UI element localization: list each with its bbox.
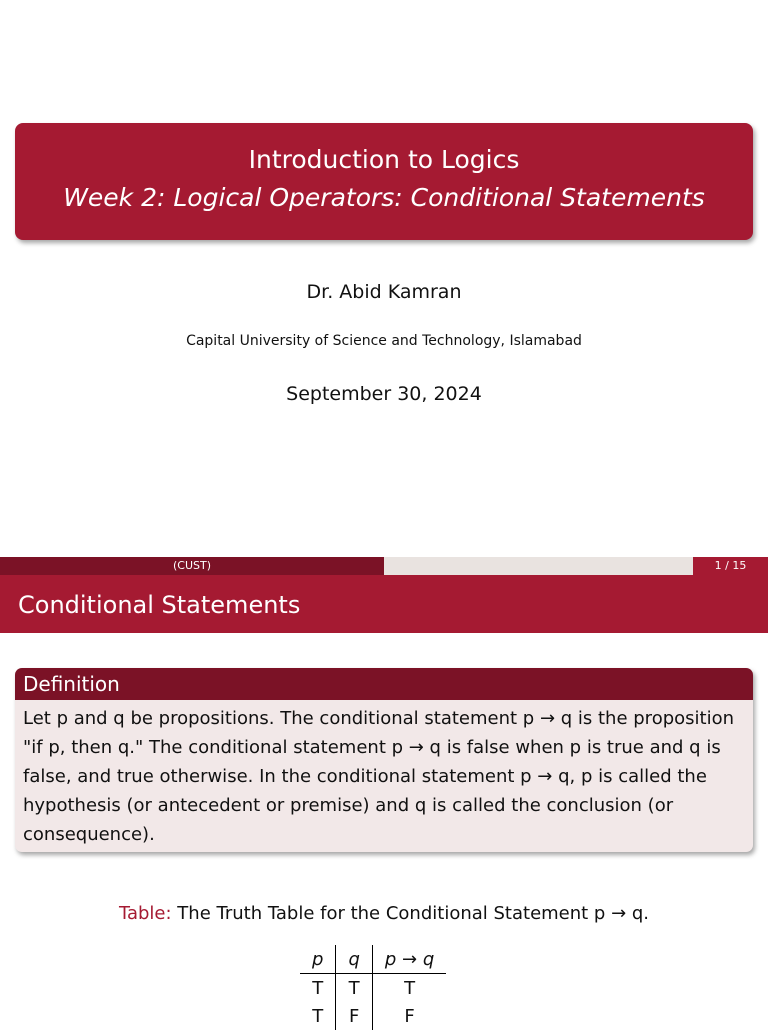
table-row: [300, 1002, 446, 1030]
caption-text: The Truth Table for the Conditional Statement p → q.: [177, 903, 650, 924]
slide-title: Introduction to Logics: [248, 145, 520, 174]
institute: Capital University of Science and Technology, Islamabad: [186, 333, 582, 349]
table-header-cell: p: [300, 945, 336, 974]
table-header-row: [300, 945, 446, 974]
table-cell: T: [300, 1002, 336, 1030]
table-cell: F: [336, 1002, 372, 1030]
table-cell: T: [300, 974, 336, 1003]
table-row: [300, 974, 446, 1003]
slide-subtitle: Week 2: Logical Operators: Conditional Statements: [63, 183, 705, 212]
table-header-cell: q: [336, 945, 372, 974]
table-cell: F: [404, 1005, 415, 1027]
slide-footer: [0, 557, 768, 575]
table-header-cell: p → q: [372, 945, 446, 974]
table-cell: T: [336, 974, 372, 1003]
table-cell: T: [404, 977, 416, 999]
date: September 30, 2024: [286, 383, 482, 405]
table-caption: [0, 903, 768, 924]
truth-table: [300, 945, 446, 1030]
frame-header: [0, 575, 768, 633]
title-box: [15, 123, 753, 240]
definition-text: Let p and q be propositions. The conditional statement p → q is the proposition "if p, then q." The conditional statement p → q is false when p is true and q is false, and true otherwise. In the conditional statement p → q, p is called the hypothesis (or antecedent or premise) and q is called the conclusion (or consequence).: [23, 708, 734, 845]
definition-block: [15, 668, 753, 852]
footer-short-institute: (CUST): [0, 557, 384, 575]
author: Dr. Abid Kamran: [306, 281, 462, 303]
caption-label: Table:: [118, 903, 172, 924]
footer-page-number: 1 / 15: [693, 557, 768, 575]
footer-middle: [384, 557, 693, 575]
definition-title: Definition: [15, 668, 753, 700]
frame-title: Conditional Statements: [18, 591, 301, 619]
